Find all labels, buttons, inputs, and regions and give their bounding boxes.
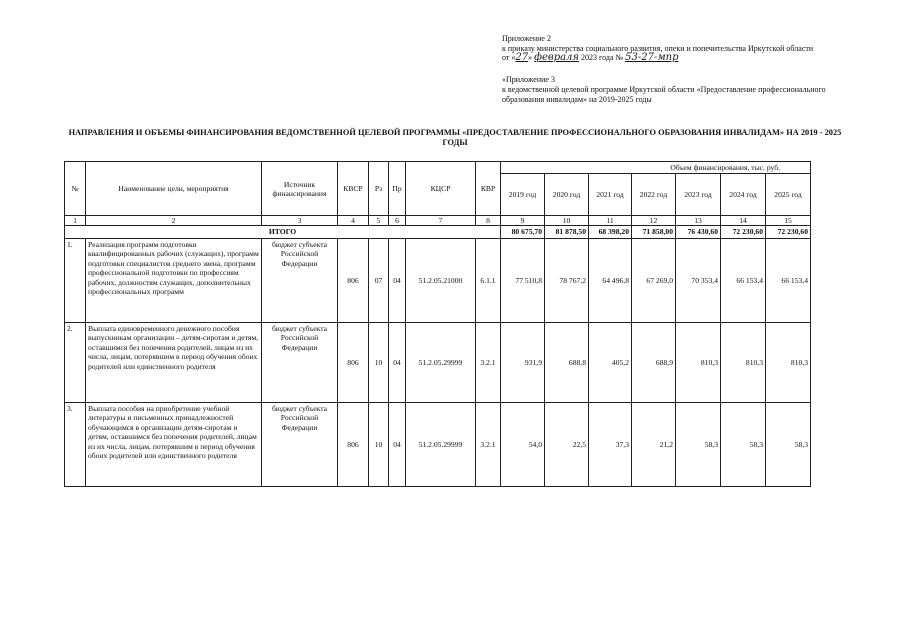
program-line-2: образования инвалидам» на 2019-2025 годы <box>502 95 652 104</box>
row-kvr: 3.2.1 <box>476 323 501 403</box>
row-value: 67 269,0 <box>632 239 676 323</box>
appendix-2-label: Приложение 2 <box>502 34 551 43</box>
row-num: 3. <box>65 403 86 487</box>
column-number-row <box>65 216 811 226</box>
header-year: 2023 год <box>676 174 721 216</box>
col-number: 5 <box>369 216 389 226</box>
col-number: 9 <box>501 216 545 226</box>
row-value: 810,3 <box>766 323 811 403</box>
row-pr: 04 <box>389 323 406 403</box>
row-kvsr: 806 <box>338 403 369 487</box>
row-value: 22,5 <box>545 403 589 487</box>
row-source: бюджет субъекта Российской Федерации <box>262 323 338 403</box>
col-number: 13 <box>676 216 721 226</box>
total-value: 72 230,60 <box>721 226 766 239</box>
row-rz: 10 <box>369 403 389 487</box>
header-year: 2025 год <box>766 174 811 216</box>
row-pr: 04 <box>389 239 406 323</box>
row-num: 2. <box>65 323 86 403</box>
row-value: 70 353,4 <box>676 239 721 323</box>
col-number: 7 <box>406 216 476 226</box>
header-kcsr: КЦСР <box>406 162 476 216</box>
program-line-1: к ведомственной целевой программе Иркутской области «Предоставление профессионального <box>502 85 826 94</box>
row-value: 66 153,4 <box>721 239 766 323</box>
row-rz: 10 <box>369 323 389 403</box>
row-value: 688,8 <box>545 323 589 403</box>
row-value: 405,2 <box>589 323 632 403</box>
row-value: 77 510,8 <box>501 239 545 323</box>
row-name: Выплата единовременного денежного пособия выпускникам организации – детям-сиротам и детям, оставшимся без попечения родителей, лицам из их числа, лицам, потерявшим в период обучения обоих родителей или единственного родителя <box>86 323 262 403</box>
total-label: ИТОГО <box>65 226 501 239</box>
total-row <box>65 226 811 239</box>
row-pr: 04 <box>389 403 406 487</box>
header-source: Источник финансирования <box>262 162 338 216</box>
row-value: 58,3 <box>676 403 721 487</box>
col-number: 11 <box>589 216 632 226</box>
col-number: 12 <box>632 216 676 226</box>
table-row <box>65 323 811 403</box>
col-number: 3 <box>262 216 338 226</box>
col-number: 2 <box>86 216 262 226</box>
date-prefix: от « <box>502 53 516 62</box>
date-mid: » <box>528 53 533 62</box>
row-kvsr: 806 <box>338 239 369 323</box>
total-value: 71 858,00 <box>632 226 676 239</box>
col-number: 4 <box>338 216 369 226</box>
row-num: 1. <box>65 239 86 323</box>
header-rz: Рз <box>369 162 389 216</box>
row-kvr: 6.1.1 <box>476 239 501 323</box>
row-value: 21,2 <box>632 403 676 487</box>
order-line: к приказу министерства социального развития, опеки и попечительства Иркутской области <box>502 44 814 53</box>
header-name: Наименование цели, мероприятия <box>86 162 262 216</box>
row-value: 810,3 <box>721 323 766 403</box>
total-value: 68 398,20 <box>589 226 632 239</box>
header-volume: Объем финансирования, тыс. руб. <box>501 162 811 174</box>
row-name: Реализация программ подготовки квалифицированных рабочих (служащих), программ подготовки специалистов среднего звена, программ профессиональной подготовки по профессиям рабочих, должностям служащих, дополнительных профессиональных программ <box>86 239 262 323</box>
total-value: 81 878,50 <box>545 226 589 239</box>
total-value: 72 230,60 <box>766 226 811 239</box>
col-number: 14 <box>721 216 766 226</box>
row-value: 931,9 <box>501 323 545 403</box>
row-value: 688,9 <box>632 323 676 403</box>
date-suffix: 2023 года № <box>581 53 624 62</box>
row-rz: 07 <box>369 239 389 323</box>
financing-table <box>64 161 811 487</box>
row-value: 810,3 <box>676 323 721 403</box>
total-value: 80 675,70 <box>501 226 545 239</box>
row-kcsr: 51.2.05.29999 <box>406 323 476 403</box>
col-number: 1 <box>65 216 86 226</box>
table-row <box>65 403 811 487</box>
header-year: 2024 год <box>721 174 766 216</box>
header-year: 2022 год <box>632 174 676 216</box>
row-kcsr: 51.2.05.29999 <box>406 403 476 487</box>
order-number-handwritten: 53-27-мпр <box>625 52 679 63</box>
header-pr: Пр <box>389 162 406 216</box>
row-value: 64 496,8 <box>589 239 632 323</box>
document-title: НАПРАВЛЕНИЯ И ОБЪЕМЫ ФИНАНСИРОВАНИЯ ВЕДОМСТВЕННОЙ ЦЕЛЕВОЙ ПРОГРАММЫ «ПРЕДОСТАВЛЕНИЕ ПРОФЕССИОНАЛЬНОГО ОБРАЗОВАНИЯ ИНВАЛИДАМ» НА 2019 - 2025 ГОДЫ <box>68 128 842 147</box>
row-kcsr: 51.2.05.21000 <box>406 239 476 323</box>
header-num: № <box>65 162 86 216</box>
col-number: 8 <box>476 216 501 226</box>
total-value: 76 430,60 <box>676 226 721 239</box>
row-kvr: 3.2.1 <box>476 403 501 487</box>
row-value: 37,3 <box>589 403 632 487</box>
row-value: 58,3 <box>766 403 811 487</box>
row-value: 58,3 <box>721 403 766 487</box>
col-number: 10 <box>545 216 589 226</box>
header-year: 2019 год <box>501 174 545 216</box>
date-month-handwritten: февраля <box>534 52 580 63</box>
col-number: 6 <box>389 216 406 226</box>
row-source: бюджет субъекта Российской Федерации <box>262 403 338 487</box>
header-kvsr: КВСР <box>338 162 369 216</box>
row-source: бюджет субъекта Российской Федерации <box>262 239 338 323</box>
header-kvr: КВР <box>476 162 501 216</box>
header-year: 2021 год <box>589 174 632 216</box>
order-date-line <box>502 53 679 63</box>
appendix-3-label: «Приложение 3 <box>502 75 555 84</box>
date-day-handwritten: 27 <box>515 52 529 63</box>
row-name: Выплата пособия на приобретение учебной литературы и письменных принадлежностей обучающимся в организации детям-сиротам и детям, оставшимся без попечения родителей, лицам из их числа, лицам, потерявшим в период обучения обоих родителей или единственного родителя <box>86 403 262 487</box>
row-value: 54,0 <box>501 403 545 487</box>
row-value: 78 767,2 <box>545 239 589 323</box>
header-year: 2020 год <box>545 174 589 216</box>
row-value: 66 153,4 <box>766 239 811 323</box>
table-row <box>65 239 811 323</box>
row-kvsr: 806 <box>338 323 369 403</box>
col-number: 15 <box>766 216 811 226</box>
